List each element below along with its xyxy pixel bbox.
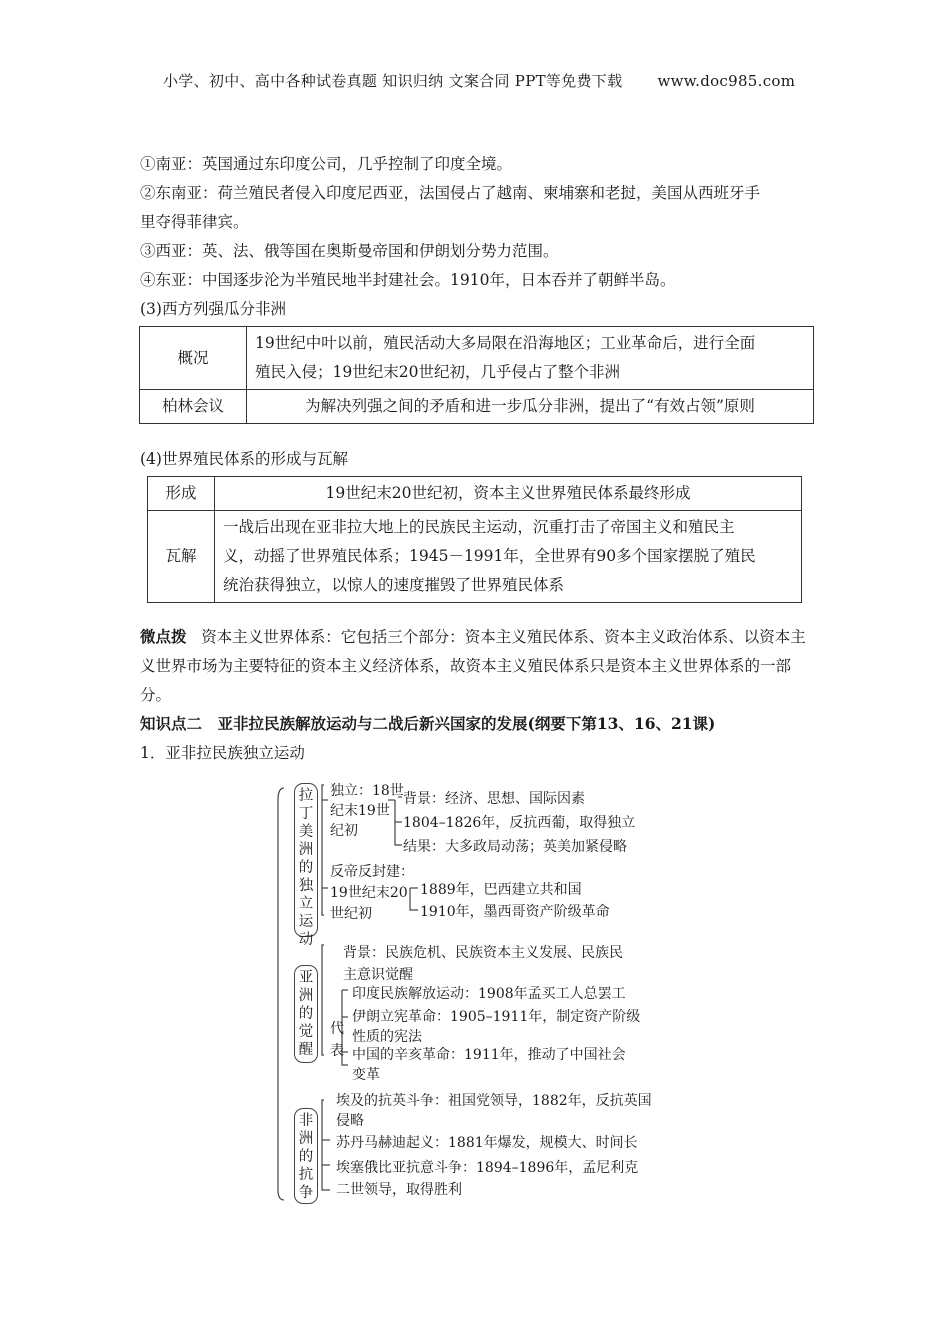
mindmap-africa-box xyxy=(294,1108,318,1204)
africa-item xyxy=(336,1091,652,1131)
row-label: 柏林会议 xyxy=(140,390,247,424)
row-label: 瓦解 xyxy=(148,511,215,603)
africa-label: 非洲的抗争 xyxy=(298,1113,314,1201)
tip-text: 资本主义世界体系：它包括三个部分：资本主义殖民体系、资本主义政治体系、以资本主义世界市场为主要特征的资本主义经济体系，故资本主义殖民体系只是资本主义世界体系的一部分。 xyxy=(140,628,806,704)
latin-item: 1804–1826年，反抗西葡，取得独立 xyxy=(403,815,636,831)
item-line: 埃塞俄比亚抗意斗争：1894–1896年，孟尼利克 xyxy=(336,1160,639,1176)
content-line: 义，动摇了世界殖民体系；1945－1991年，全世界有90多个国家摆脱了殖民 xyxy=(223,547,756,565)
item-line: 中国的辛亥革命：1911年，推动了中国社会 xyxy=(352,1047,626,1063)
asia-item-west: ③西亚：英、法、俄等国在奥斯曼帝国和伊朗划分势力范围。 xyxy=(140,242,559,260)
branch-line: 纪初 xyxy=(330,823,358,839)
item-line: 伊朗立宪革命：1905–1911年，制定资产阶级 xyxy=(352,1009,641,1025)
mindmap-asia-box xyxy=(294,965,318,1063)
asia-item xyxy=(352,1007,640,1047)
latin-item: 背景：经济、思想、国际因素 xyxy=(403,791,585,807)
branch-line: 纪末19世 xyxy=(330,803,390,819)
background-line: 背景：民族危机、民族资本主义发展、民族民 xyxy=(343,945,623,961)
row-content: 为解决列强之间的矛盾和进一步瓜分非洲，提出了“有效占领”原则 xyxy=(247,390,814,424)
knowledge2-subtitle: 1．亚非拉民族独立运动 xyxy=(140,744,305,762)
row-label: 概况 xyxy=(140,327,247,390)
item-line: 埃及的抗英斗争：祖国党领导，1882年，反抗英国 xyxy=(336,1093,652,1109)
section3-title: (3)西方列强瓜分非洲 xyxy=(140,300,286,318)
asia-item xyxy=(352,1045,626,1085)
africa-item: 苏丹马赫迪起义：1881年爆发，规模大、时间长 xyxy=(336,1135,638,1151)
background-line: 主意识觉醒 xyxy=(343,967,413,983)
asia-item-east: ④东亚：中国逐步沦为半殖民地半封建社会。1910年，日本吞并了朝鲜半岛。 xyxy=(140,271,676,289)
latin-branch2-label xyxy=(330,862,414,925)
latin-label: 拉丁美洲的独立运动 xyxy=(298,788,314,948)
knowledge2-title: 知识点二 亚非拉民族解放运动与二战后新兴国家的发展(纲要下第13、16、21课) xyxy=(140,714,716,733)
item-line: 侵略 xyxy=(336,1113,364,1129)
mindmap-latin-box xyxy=(294,783,318,948)
content-line: 殖民入侵；19世纪末20世纪初，几乎侵占了整个非洲 xyxy=(255,363,620,381)
branch-line: 独立：18世 xyxy=(330,783,404,799)
latin-item: 1910年，墨西哥资产阶级革命 xyxy=(420,904,610,920)
africa-item xyxy=(336,1157,638,1201)
asia-label: 亚洲的觉醒 xyxy=(298,970,314,1058)
item-line: 性质的宪法 xyxy=(352,1029,422,1045)
asia-rep-label: 代表 xyxy=(330,1021,344,1059)
asia-item-south: ①南亚：英国通过东印度公司，几乎控制了印度全境。 xyxy=(140,155,513,173)
item-line: 二世领导，取得胜利 xyxy=(336,1182,462,1198)
row-label: 形成 xyxy=(148,477,215,511)
latin-branch1-label xyxy=(330,781,404,841)
asia-item: 印度民族解放运动：1908年孟买工人总罢工 xyxy=(352,986,626,1002)
content-line: 一战后出现在亚非拉大地上的民族民主运动，沉重打击了帝国主义和殖民主 xyxy=(223,518,735,536)
item-line: 变革 xyxy=(352,1067,380,1083)
branch-line: 19世纪末20 xyxy=(330,885,408,901)
latin-item: 1889年，巴西建立共和国 xyxy=(420,882,582,898)
asia-background xyxy=(343,942,623,986)
content-line: 统治获得独立，以惊人的速度摧毁了世界殖民体系 xyxy=(223,576,565,594)
branch-line: 世纪初 xyxy=(330,906,372,922)
branch-line: 反帝反封建： xyxy=(330,864,414,880)
tip-label: 微点拨 xyxy=(140,628,187,646)
asia-item-southeast: ②东南亚：荷兰殖民者侵入印度尼西亚，法国侵占了越南、柬埔寨和老挝，美国从西班牙手 xyxy=(140,184,761,202)
header-text: 小学、初中、高中各种试卷真题 知识归纳 文案合同 PPT等免费下载 xyxy=(163,72,623,90)
asia-item-southeast-cont: 里夺得菲律宾。 xyxy=(140,213,249,231)
section4-title: (4)世界殖民体系的形成与瓦解 xyxy=(140,450,348,468)
latin-item: 结果：大多政局动荡；英美加紧侵略 xyxy=(403,839,627,855)
row-content: 19世纪末20世纪初，资本主义世界殖民体系最终形成 xyxy=(215,477,802,511)
content-line: 19世纪中叶以前，殖民活动大多局限在沿海地区；工业革命后，进行全面 xyxy=(255,334,756,352)
header-url: www.doc985.com xyxy=(657,72,796,90)
